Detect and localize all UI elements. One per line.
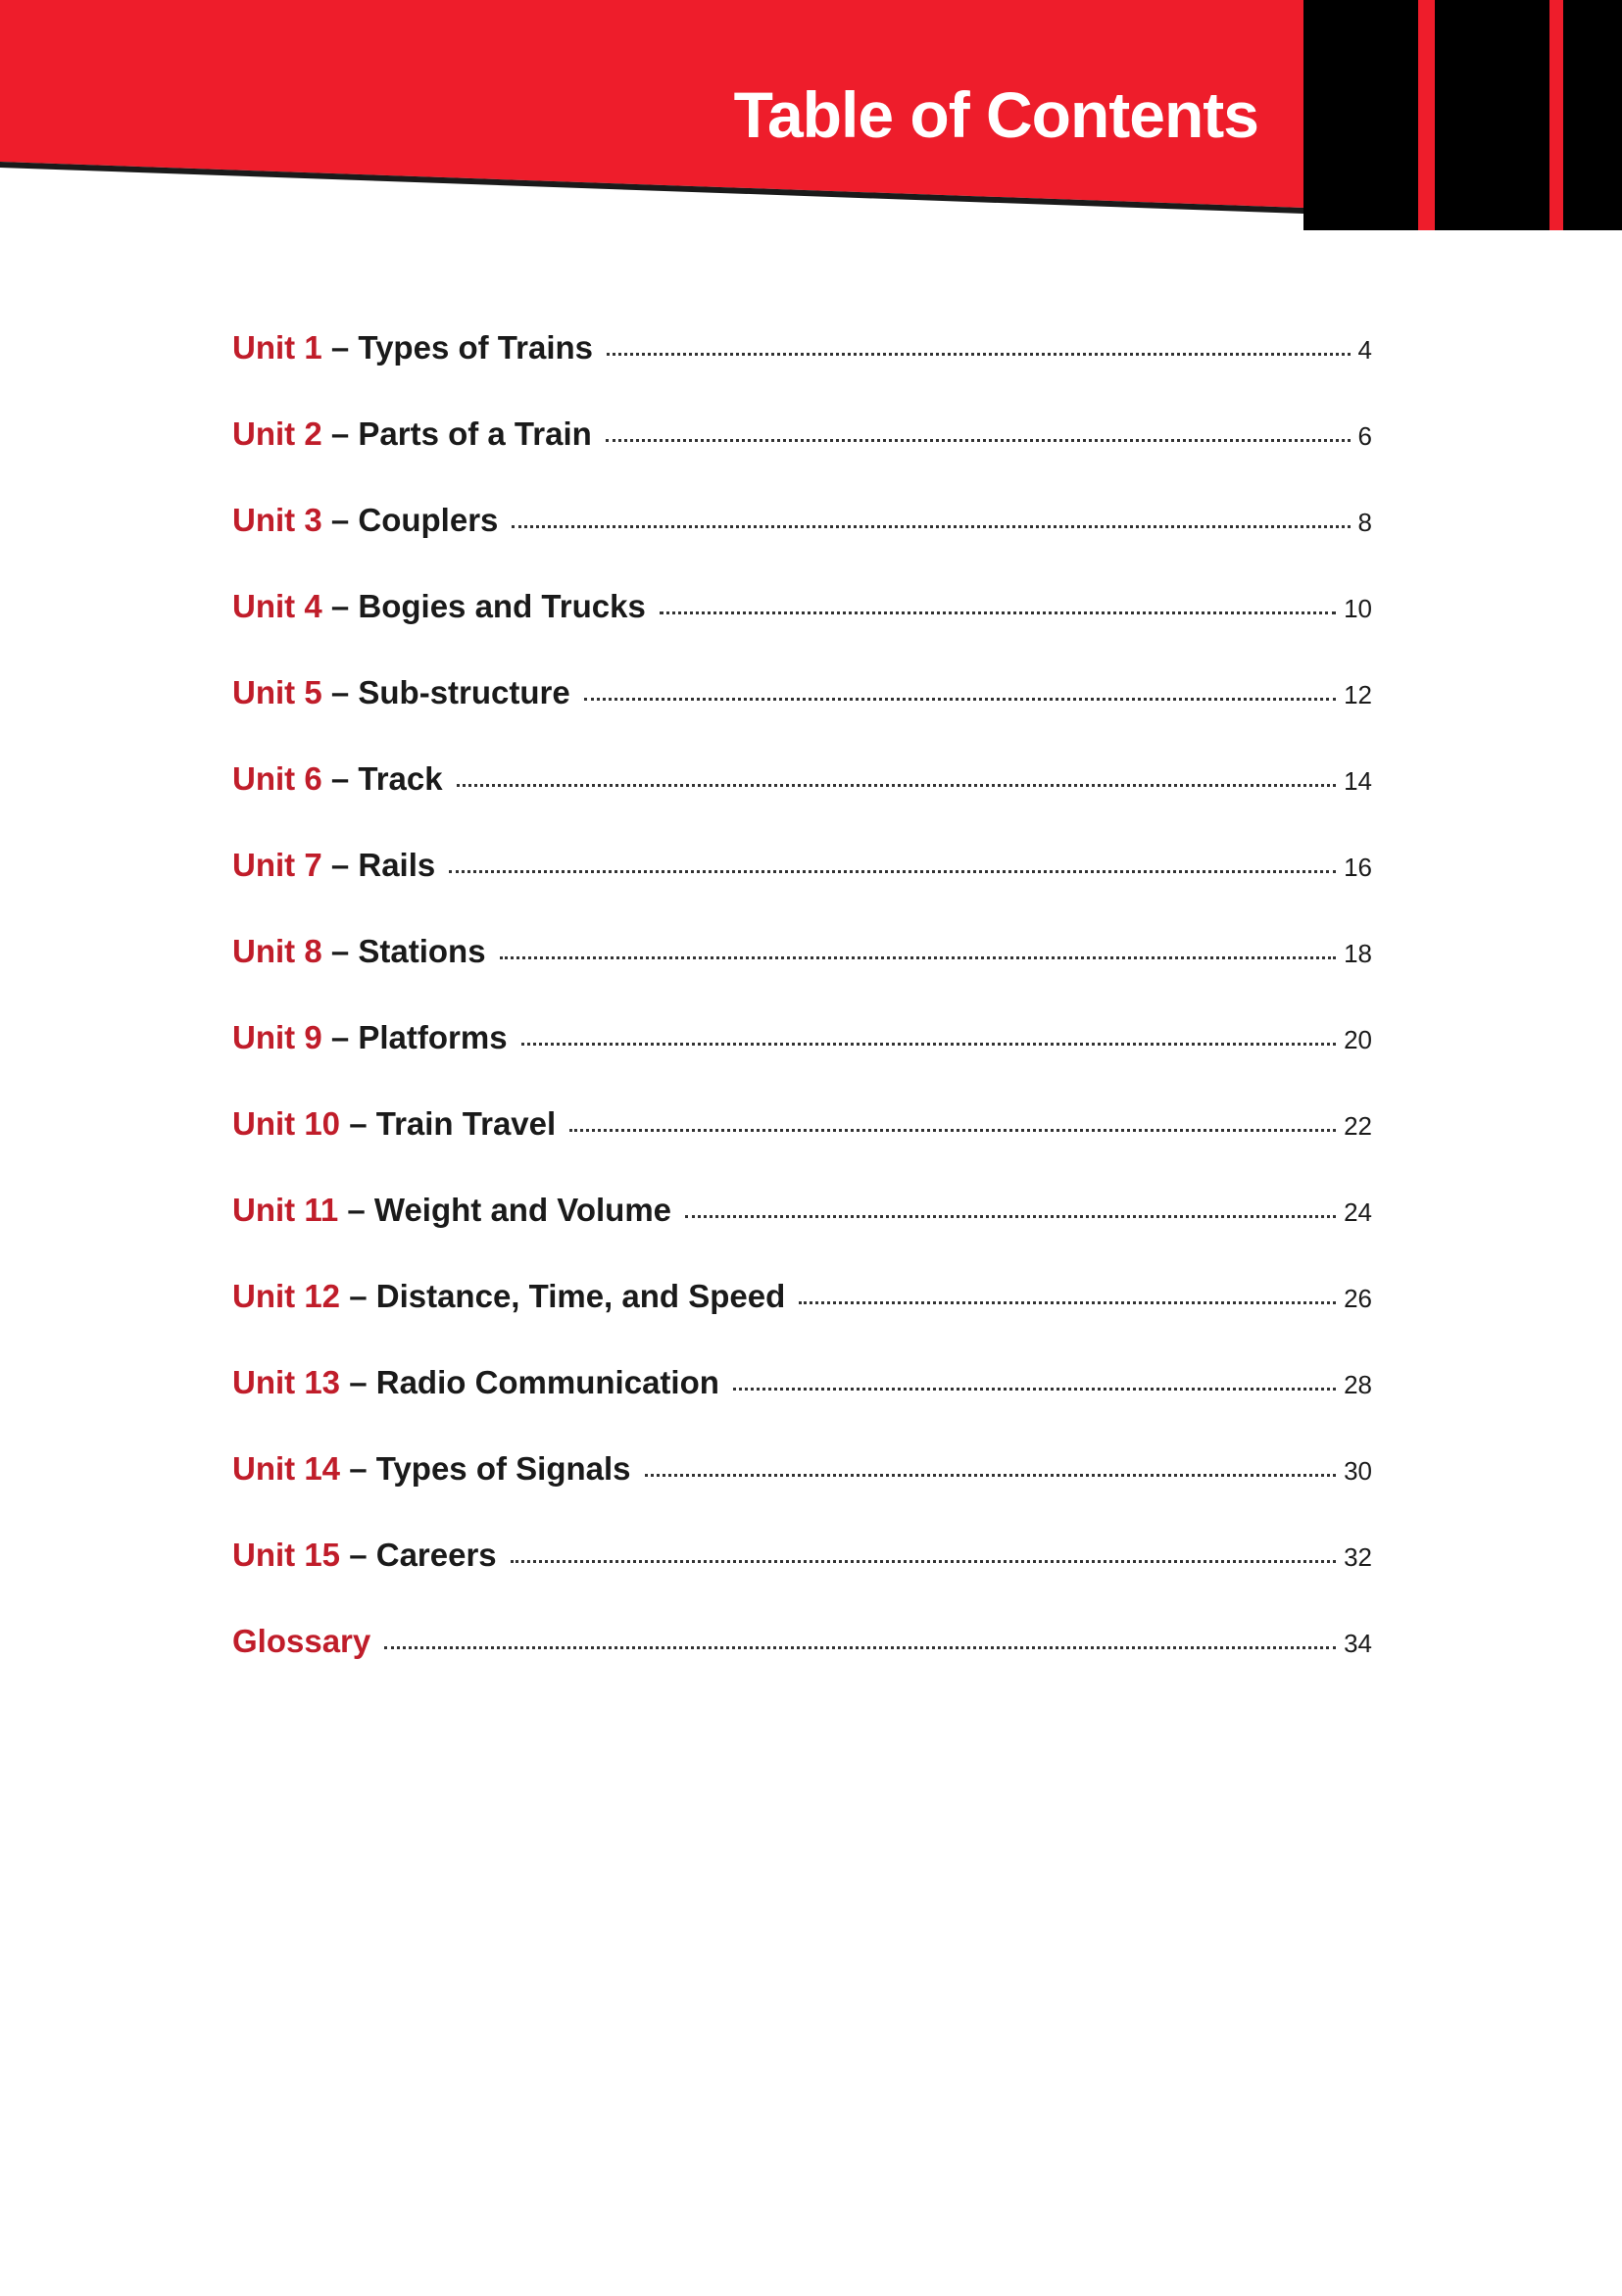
dot-leader [685,1215,1336,1218]
toc-unit-label: Unit 4 [232,588,322,624]
dot-leader [645,1474,1337,1477]
dot-leader [500,956,1337,959]
toc-page-number: 30 [1344,1456,1372,1486]
toc-separator: – [340,1364,376,1400]
toc-entry-unit-8[interactable] [232,933,1372,1019]
table-of-contents [232,329,1372,1709]
dot-leader [660,611,1336,614]
toc-page-number: 24 [1344,1197,1372,1227]
toc-entry-unit-6[interactable] [232,760,1372,847]
toc-unit-title: Sub-structure [358,674,570,710]
toc-page-number: 32 [1344,1542,1372,1572]
toc-entry-unit-15[interactable] [232,1537,1372,1623]
toc-entry-title [232,933,486,970]
toc-separator: – [338,1192,374,1228]
toc-unit-title: Types of Trains [358,329,593,366]
toc-entry-title [232,1192,671,1229]
toc-unit-label: Unit 13 [232,1364,341,1400]
toc-unit-title: Parts of a Train [358,415,592,452]
toc-page-number: 14 [1344,766,1372,796]
toc-entry-unit-13[interactable] [232,1364,1372,1450]
dot-leader [512,525,1350,528]
toc-unit-title: Bogies and Trucks [358,588,646,624]
toc-unit-title: Radio Communication [375,1364,719,1400]
header-stripe-black-2 [1435,0,1549,230]
toc-unit-label: Unit 14 [232,1450,341,1487]
toc-entry-title [232,1278,785,1315]
toc-entry-title [232,1105,556,1143]
toc-separator: – [340,1450,376,1487]
dot-leader [569,1129,1336,1132]
dot-leader [511,1560,1336,1563]
toc-unit-title: Platforms [358,1019,508,1055]
toc-entry-unit-14[interactable] [232,1450,1372,1537]
toc-entry-title [232,1019,508,1056]
toc-unit-label: Unit 11 [232,1192,339,1228]
toc-entry-title [232,1364,719,1401]
toc-page-number: 12 [1344,680,1372,709]
toc-page-number: 28 [1344,1370,1372,1399]
toc-entry-title [232,847,435,884]
toc-separator: – [321,847,359,883]
dot-leader [521,1043,1336,1046]
toc-page-number: 10 [1344,594,1372,623]
toc-entry-title [232,415,592,453]
toc-entry-title [232,329,593,366]
dot-leader [449,870,1336,873]
toc-separator: – [340,1537,376,1573]
toc-entry-unit-11[interactable] [232,1192,1372,1278]
dot-leader [733,1388,1336,1391]
toc-unit-label: Unit 15 [232,1537,341,1573]
toc-separator: – [321,674,359,710]
toc-page-number: 4 [1357,335,1372,365]
toc-unit-label: Unit 8 [232,933,322,969]
toc-separator: – [321,588,359,624]
toc-unit-label: Unit 12 [232,1278,341,1314]
toc-separator: – [321,415,359,452]
toc-separator: – [321,329,359,366]
dot-leader [384,1646,1336,1649]
toc-page-number: 20 [1344,1025,1372,1054]
toc-entry-unit-3[interactable] [232,502,1372,588]
toc-entry-unit-5[interactable] [232,674,1372,760]
toc-unit-label: Unit 9 [232,1019,322,1055]
header-stripe-black-3 [1563,0,1622,230]
dot-leader [457,784,1336,787]
toc-unit-title: Couplers [358,502,499,538]
toc-unit-label: Unit 10 [232,1105,341,1142]
toc-entry-title [232,588,646,625]
toc-separator: – [321,502,359,538]
toc-unit-title: Distance, Time, and Speed [375,1278,786,1314]
toc-unit-label: Unit 7 [232,847,322,883]
toc-unit-title: Stations [358,933,486,969]
toc-unit-label: Unit 5 [232,674,322,710]
page-title: Table of Contents [733,78,1258,151]
toc-entry-title [232,502,498,539]
toc-unit-label: Unit 2 [232,415,322,452]
dot-leader [584,698,1336,701]
toc-separator: – [340,1278,376,1314]
toc-entry-unit-10[interactable] [232,1105,1372,1192]
toc-unit-title: Weight and Volume [373,1192,672,1228]
dot-leader [799,1301,1336,1304]
toc-entry-unit-2[interactable] [232,415,1372,502]
toc-entry-unit-1[interactable] [232,329,1372,415]
toc-page-number: 18 [1344,939,1372,968]
toc-entry-title [232,1450,631,1488]
toc-separator: – [340,1105,376,1142]
dot-leader [607,353,1351,356]
toc-entry-title [232,1537,497,1574]
toc-entry-glossary[interactable] [232,1623,1372,1709]
toc-unit-label: Unit 3 [232,502,322,538]
toc-page-number: 34 [1344,1629,1372,1658]
header-stripe-black-1 [1303,0,1418,230]
toc-unit-title: Careers [375,1537,497,1573]
toc-page-number: 6 [1357,421,1372,451]
toc-separator: – [321,933,359,969]
toc-separator: – [321,760,359,797]
toc-unit-label: Unit 6 [232,760,322,797]
toc-entry-title [232,760,443,798]
toc-separator: – [321,1019,359,1055]
toc-page-number: 26 [1344,1284,1372,1313]
dot-leader [606,439,1351,442]
toc-entry-unit-12[interactable] [232,1278,1372,1364]
toc-page-number: 8 [1357,508,1372,537]
toc-unit-title: Types of Signals [375,1450,631,1487]
toc-glossary-title: Glossary [232,1623,371,1659]
toc-page-number: 22 [1344,1111,1372,1141]
toc-unit-title: Train Travel [375,1105,557,1142]
toc-unit-title: Rails [358,847,436,883]
toc-page-number: 16 [1344,853,1372,882]
toc-entry-unit-4[interactable] [232,588,1372,674]
toc-unit-label: Unit 1 [232,329,322,366]
toc-entry-unit-7[interactable] [232,847,1372,933]
toc-entry-title [232,674,570,711]
toc-unit-title: Track [358,760,443,797]
toc-entry-unit-9[interactable] [232,1019,1372,1105]
